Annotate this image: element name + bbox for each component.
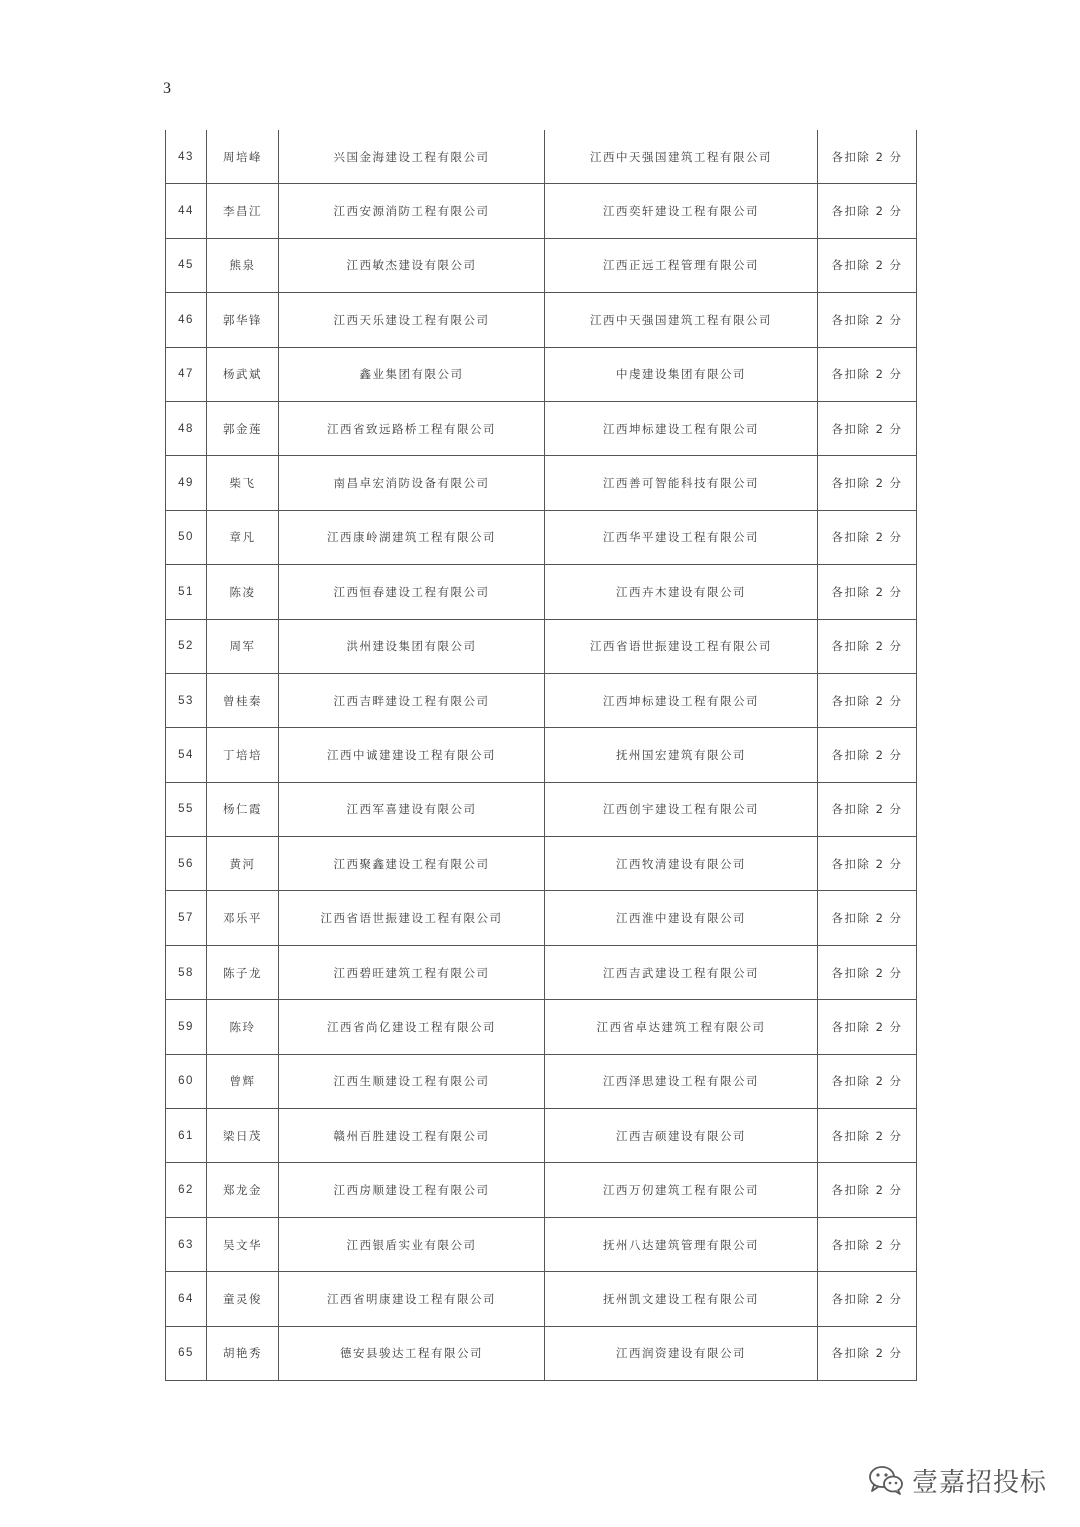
row-number-cell: 52 (166, 619, 207, 673)
row-number-cell: 55 (166, 782, 207, 836)
wechat-icon (868, 1465, 904, 1495)
table-row (166, 945, 917, 999)
row-number-cell: 51 (166, 565, 207, 619)
company-a-cell: 江西房顺建设工程有限公司 (279, 1163, 545, 1217)
company-a-cell: 南昌卓宏消防设备有限公司 (279, 456, 545, 510)
company-a-cell: 洪州建设集团有限公司 (279, 619, 545, 673)
company-a-cell: 江西安源消防工程有限公司 (279, 184, 545, 238)
table-row (166, 837, 917, 891)
watermark-text: 壹嘉招投标 (912, 1467, 1048, 1498)
table-row (166, 456, 917, 510)
table-row (166, 1109, 917, 1163)
penalty-cell: 各扣除 2 分 (818, 510, 917, 564)
company-a-cell: 鑫业集团有限公司 (279, 347, 545, 401)
penalty-cell: 各扣除 2 分 (818, 1163, 917, 1217)
row-number-cell: 62 (166, 1163, 207, 1217)
penalty-cell: 各扣除 2 分 (818, 1217, 917, 1271)
company-b-cell: 抚州八达建筑管理有限公司 (545, 1217, 818, 1271)
company-a-cell: 江西生顺建设工程有限公司 (279, 1054, 545, 1108)
company-a-cell: 江西军喜建设有限公司 (279, 782, 545, 836)
company-b-cell: 江西泽思建设工程有限公司 (545, 1054, 818, 1108)
table-row (166, 184, 917, 238)
company-a-cell: 江西恒春建设工程有限公司 (279, 565, 545, 619)
company-a-cell: 江西天乐建设工程有限公司 (279, 293, 545, 347)
table-row (166, 510, 917, 564)
company-b-cell: 江西吉硕建设有限公司 (545, 1109, 818, 1163)
company-b-cell: 江西坤标建设工程有限公司 (545, 401, 818, 455)
company-a-cell: 江西省尚亿建设工程有限公司 (279, 1000, 545, 1054)
company-b-cell: 江西润资建设有限公司 (545, 1326, 818, 1380)
person-name-cell: 丁培培 (207, 728, 279, 782)
penalty-cell: 各扣除 2 分 (818, 1272, 917, 1326)
company-a-cell: 江西吉畔建设工程有限公司 (279, 673, 545, 727)
row-number-cell: 61 (166, 1109, 207, 1163)
table-row (166, 619, 917, 673)
penalty-cell: 各扣除 2 分 (818, 673, 917, 727)
penalty-cell: 各扣除 2 分 (818, 238, 917, 292)
penalty-cell: 各扣除 2 分 (818, 293, 917, 347)
row-number-cell: 60 (166, 1054, 207, 1108)
row-number-cell: 57 (166, 891, 207, 945)
person-name-cell: 杨武斌 (207, 347, 279, 401)
person-name-cell: 章凡 (207, 510, 279, 564)
penalty-cell: 各扣除 2 分 (818, 130, 917, 184)
penalty-cell: 各扣除 2 分 (818, 456, 917, 510)
company-b-cell: 江西善可智能科技有限公司 (545, 456, 818, 510)
company-b-cell: 江西中天强国建筑工程有限公司 (545, 130, 818, 184)
row-number-cell: 46 (166, 293, 207, 347)
penalty-cell: 各扣除 2 分 (818, 782, 917, 836)
table-row (166, 1163, 917, 1217)
row-number-cell: 44 (166, 184, 207, 238)
person-name-cell: 郭金莲 (207, 401, 279, 455)
company-b-cell: 江西坤标建设工程有限公司 (545, 673, 818, 727)
table-row (166, 1217, 917, 1271)
penalty-cell: 各扣除 2 分 (818, 1000, 917, 1054)
row-number-cell: 43 (166, 130, 207, 184)
company-b-cell: 江西创宇建设工程有限公司 (545, 782, 818, 836)
table-row (166, 293, 917, 347)
page-number: 3 (163, 80, 171, 97)
penalty-cell: 各扣除 2 分 (818, 945, 917, 999)
person-name-cell: 周培峰 (207, 130, 279, 184)
table-row (166, 673, 917, 727)
company-a-cell: 赣州百胜建设工程有限公司 (279, 1109, 545, 1163)
company-a-cell: 江西碧旺建筑工程有限公司 (279, 945, 545, 999)
company-b-cell: 江西吉武建设工程有限公司 (545, 945, 818, 999)
row-number-cell: 56 (166, 837, 207, 891)
table-row (166, 1054, 917, 1108)
table-row (166, 1272, 917, 1326)
person-name-cell: 周军 (207, 619, 279, 673)
company-a-cell: 德安县骏达工程有限公司 (279, 1326, 545, 1380)
table-row (166, 891, 917, 945)
person-name-cell: 柴飞 (207, 456, 279, 510)
row-number-cell: 48 (166, 401, 207, 455)
row-number-cell: 47 (166, 347, 207, 401)
penalty-cell: 各扣除 2 分 (818, 619, 917, 673)
person-name-cell: 陈子龙 (207, 945, 279, 999)
table-row (166, 130, 917, 184)
person-name-cell: 陈玲 (207, 1000, 279, 1054)
penalty-cell: 各扣除 2 分 (818, 728, 917, 782)
company-a-cell: 江西省语世振建设工程有限公司 (279, 891, 545, 945)
table-row (166, 347, 917, 401)
company-a-cell: 江西银盾实业有限公司 (279, 1217, 545, 1271)
penalty-cell: 各扣除 2 分 (818, 837, 917, 891)
penalty-cell: 各扣除 2 分 (818, 347, 917, 401)
row-number-cell: 53 (166, 673, 207, 727)
row-number-cell: 63 (166, 1217, 207, 1271)
record-table (165, 130, 917, 1381)
person-name-cell: 童灵俊 (207, 1272, 279, 1326)
person-name-cell: 梁日茂 (207, 1109, 279, 1163)
company-b-cell: 江西正远工程管理有限公司 (545, 238, 818, 292)
company-a-cell: 江西省明康建设工程有限公司 (279, 1272, 545, 1326)
table-row (166, 1000, 917, 1054)
company-b-cell: 江西奕轩建设工程有限公司 (545, 184, 818, 238)
row-number-cell: 50 (166, 510, 207, 564)
person-name-cell: 吴文华 (207, 1217, 279, 1271)
company-b-cell: 江西中天强国建筑工程有限公司 (545, 293, 818, 347)
penalty-cell: 各扣除 2 分 (818, 1109, 917, 1163)
person-name-cell: 曾桂秦 (207, 673, 279, 727)
person-name-cell: 曾辉 (207, 1054, 279, 1108)
penalty-cell: 各扣除 2 分 (818, 565, 917, 619)
company-a-cell: 江西敏杰建设有限公司 (279, 238, 545, 292)
company-a-cell: 兴国金海建设工程有限公司 (279, 130, 545, 184)
row-number-cell: 54 (166, 728, 207, 782)
person-name-cell: 李昌江 (207, 184, 279, 238)
company-b-cell: 抚州凯文建设工程有限公司 (545, 1272, 818, 1326)
row-number-cell: 58 (166, 945, 207, 999)
table-row (166, 728, 917, 782)
person-name-cell: 陈凌 (207, 565, 279, 619)
row-number-cell: 45 (166, 238, 207, 292)
company-a-cell: 江西省致远路桥工程有限公司 (279, 401, 545, 455)
company-a-cell: 江西康岭湖建筑工程有限公司 (279, 510, 545, 564)
company-b-cell: 江西淮中建设有限公司 (545, 891, 818, 945)
company-b-cell: 江西万仞建筑工程有限公司 (545, 1163, 818, 1217)
company-b-cell: 抚州国宏建筑有限公司 (545, 728, 818, 782)
company-b-cell: 江西华平建设工程有限公司 (545, 510, 818, 564)
row-number-cell: 65 (166, 1326, 207, 1380)
company-b-cell: 江西省卓达建筑工程有限公司 (545, 1000, 818, 1054)
company-a-cell: 江西聚鑫建设工程有限公司 (279, 837, 545, 891)
table-row (166, 401, 917, 455)
table-row (166, 1326, 917, 1380)
person-name-cell: 黄河 (207, 837, 279, 891)
penalty-cell: 各扣除 2 分 (818, 1326, 917, 1380)
company-a-cell: 江西中诚建建设工程有限公司 (279, 728, 545, 782)
person-name-cell: 邓乐平 (207, 891, 279, 945)
penalty-cell: 各扣除 2 分 (818, 891, 917, 945)
watermark (868, 1462, 1047, 1498)
person-name-cell: 胡艳秀 (207, 1326, 279, 1380)
penalty-cell: 各扣除 2 分 (818, 1054, 917, 1108)
table-row (166, 238, 917, 292)
person-name-cell: 郭华锋 (207, 293, 279, 347)
row-number-cell: 59 (166, 1000, 207, 1054)
company-b-cell: 江西卉木建设有限公司 (545, 565, 818, 619)
person-name-cell: 杨仁霞 (207, 782, 279, 836)
table-row (166, 782, 917, 836)
penalty-cell: 各扣除 2 分 (818, 184, 917, 238)
row-number-cell: 49 (166, 456, 207, 510)
table-body (166, 130, 917, 1380)
penalty-cell: 各扣除 2 分 (818, 401, 917, 455)
company-b-cell: 中虔建设集团有限公司 (545, 347, 818, 401)
company-b-cell: 江西牧清建设有限公司 (545, 837, 818, 891)
company-b-cell: 江西省语世振建设工程有限公司 (545, 619, 818, 673)
row-number-cell: 64 (166, 1272, 207, 1326)
table-row (166, 565, 917, 619)
person-name-cell: 郑龙金 (207, 1163, 279, 1217)
person-name-cell: 熊泉 (207, 238, 279, 292)
